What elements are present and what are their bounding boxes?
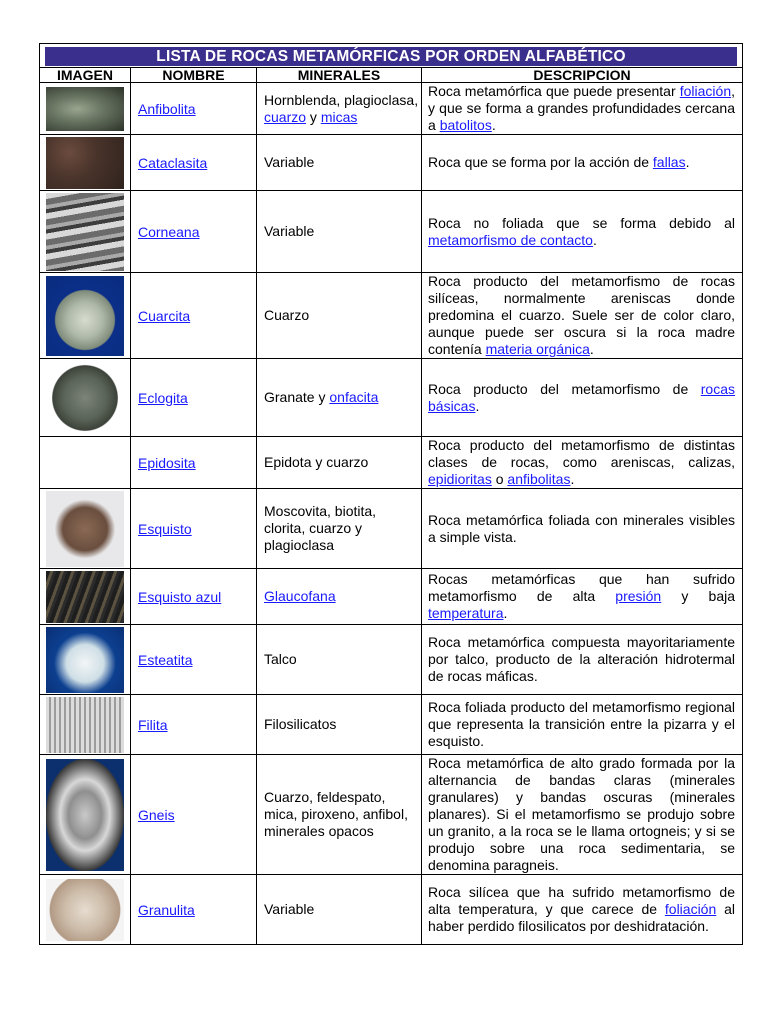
mineral-link[interactable]: micas (320, 108, 358, 125)
description-cell: Roca no foliada que se forma debido al metamorfismo de contacto. (422, 191, 743, 273)
esteatita-rock-image (46, 627, 124, 693)
image-cell (40, 695, 131, 755)
image-cell (40, 625, 131, 695)
rock-table (39, 43, 743, 945)
image-cell (40, 135, 131, 191)
mineral-link[interactable]: cuarzo (264, 108, 307, 125)
description-cell: Rocas metamórficas que han sufrido metamorfismo de alta presión y baja temperatura. (422, 569, 743, 625)
table-row (40, 489, 743, 569)
rock-name-link[interactable]: Esteatita (138, 651, 193, 668)
table-row (40, 191, 743, 273)
minerals-cell: Hornblenda, plagioclasa, cuarzo y micas (257, 83, 422, 135)
header-imagen: IMAGEN (40, 68, 131, 83)
name-cell (131, 695, 257, 755)
name-cell (131, 755, 257, 875)
anfibolita-rock-image (46, 87, 124, 131)
header-descripcion: DESCRIPCION (422, 68, 743, 83)
minerals-cell: Granate y onfacita (257, 359, 422, 437)
description-link[interactable]: foliación (679, 83, 732, 99)
description-link[interactable]: rocas básicas (428, 380, 735, 414)
corneana-rock-image (46, 193, 124, 271)
description-cell: Roca silícea que ha sufrido metamorfismo de alta temperatura, y que carece de foliación al haber perdido filosilicatos por deshidratación. (422, 875, 743, 945)
name-cell (131, 437, 257, 489)
rock-name-link[interactable]: Filita (138, 716, 168, 733)
header-minerales: MINERALES (257, 68, 422, 83)
name-cell (131, 273, 257, 359)
table-row (40, 273, 743, 359)
description-link[interactable]: presión (615, 588, 662, 604)
table-row (40, 135, 743, 191)
rock-name-link[interactable]: Cataclasita (138, 154, 208, 171)
description-link[interactable]: epidioritas (428, 471, 492, 487)
title-cell (40, 44, 743, 68)
table-title: LISTA DE ROCAS METAMÓRFICAS POR ORDEN ALFABÉTICO (45, 47, 737, 66)
table-row (40, 625, 743, 695)
minerals-cell: Cuarzo, feldespato, mica, piroxeno, anfibol, minerales opacos (257, 755, 422, 875)
image-cell (40, 191, 131, 273)
filita-rock-image (46, 697, 124, 753)
name-cell (131, 191, 257, 273)
image-cell (40, 273, 131, 359)
name-cell (131, 359, 257, 437)
minerals-cell: Cuarzo (257, 273, 422, 359)
description-link[interactable]: foliación (664, 901, 717, 917)
rock-name-link[interactable]: Esquisto (138, 520, 192, 537)
table-row (40, 83, 743, 135)
rock-table-sheet (39, 43, 742, 945)
description-cell: Roca producto del metamorfismo de rocas básicas. (422, 359, 743, 437)
minerals-cell: Filosilicatos (257, 695, 422, 755)
image-cell (40, 755, 131, 875)
description-cell: Roca metamórfica de alto grado formada por la alternancia de bandas claras (minerales granulares) y bandas oscuras (minerales planares). Si el metamorfismo se produjo sobre un granito, a la roca se le llama ortogneis; y si se produjo sobre una roca sedimentaria, se denomina paragneis. (422, 755, 743, 875)
image-cell (40, 489, 131, 569)
name-cell (131, 625, 257, 695)
table-row (40, 437, 743, 489)
cataclasita-rock-image (46, 137, 124, 189)
rock-name-link[interactable]: Corneana (138, 223, 200, 240)
table-row (40, 875, 743, 945)
rock-name-link[interactable]: Gneis (138, 806, 175, 823)
description-link[interactable]: temperatura (428, 605, 504, 621)
description-cell: Roca metamórfica que puede presentar foliación, y que se forma a grandes profundidades cercana a batolitos. (422, 83, 743, 135)
minerals-cell: Talco (257, 625, 422, 695)
minerals-cell: Variable (257, 191, 422, 273)
description-cell: Roca producto del metamorfismo de rocas silíceas, normalmente areniscas donde predomina el cuarzo. Suele ser de color claro, aunque puede ser oscura si la roca madre contenía materia orgánica. (422, 273, 743, 359)
rock-name-link[interactable]: Epidosita (138, 454, 196, 471)
gneis-rock-image (46, 759, 124, 871)
name-cell (131, 875, 257, 945)
rock-name-link[interactable]: Anfibolita (138, 100, 196, 117)
rock-name-link[interactable]: Granulita (138, 901, 195, 918)
name-cell (131, 489, 257, 569)
image-cell (40, 437, 131, 489)
description-link[interactable]: anfibolitas (507, 471, 571, 487)
description-link[interactable]: fallas (652, 154, 686, 170)
minerals-cell: Epidota y cuarzo (257, 437, 422, 489)
rock-name-link[interactable]: Esquisto azul (138, 588, 222, 605)
granulita-rock-image (46, 879, 124, 941)
header-row (40, 68, 743, 83)
image-cell (40, 569, 131, 625)
description-link[interactable]: batolitos (439, 117, 492, 133)
table-row (40, 569, 743, 625)
esquisto-azul-rock-image (46, 571, 124, 623)
eclogita-rock-image (46, 361, 124, 435)
header-nombre: NOMBRE (131, 68, 257, 83)
description-link[interactable]: metamorfismo de contacto (428, 231, 593, 248)
table-row (40, 755, 743, 875)
name-cell (131, 569, 257, 625)
minerals-cell: Moscovita, biotita, clorita, cuarzo y plagioclasa (257, 489, 422, 569)
name-cell (131, 135, 257, 191)
description-link[interactable]: materia orgánica (485, 341, 590, 357)
image-cell (40, 875, 131, 945)
table-row (40, 695, 743, 755)
table-row (40, 359, 743, 437)
description-cell: Roca metamórfica compuesta mayoritariamente por talco, producto de la alteración hidrotermal de rocas máficas. (422, 625, 743, 695)
rock-name-link[interactable]: Eclogita (138, 389, 188, 406)
minerals-cell: Variable (257, 135, 422, 191)
esquisto-rock-image (46, 491, 124, 567)
description-cell: Roca foliada producto del metamorfismo regional que representa la transición entre la pizarra y el esquisto. (422, 695, 743, 755)
image-cell (40, 359, 131, 437)
description-cell: Roca metamórfica foliada con minerales visibles a simple vista. (422, 489, 743, 569)
minerals-cell: Variable (257, 875, 422, 945)
mineral-link[interactable]: Glaucofana (264, 588, 336, 604)
description-cell: Roca que se forma por la acción de fallas. (422, 135, 743, 191)
name-cell (131, 83, 257, 135)
mineral-link[interactable]: onfacita (329, 389, 379, 405)
cuarcita-rock-image (46, 276, 124, 356)
minerals-cell (257, 569, 422, 625)
rock-name-link[interactable]: Cuarcita (138, 307, 191, 324)
description-cell: Roca producto del metamorfismo de distintas clases de rocas, como areniscas, calizas, epidioritas o anfibolitas. (422, 437, 743, 489)
image-cell (40, 83, 131, 135)
